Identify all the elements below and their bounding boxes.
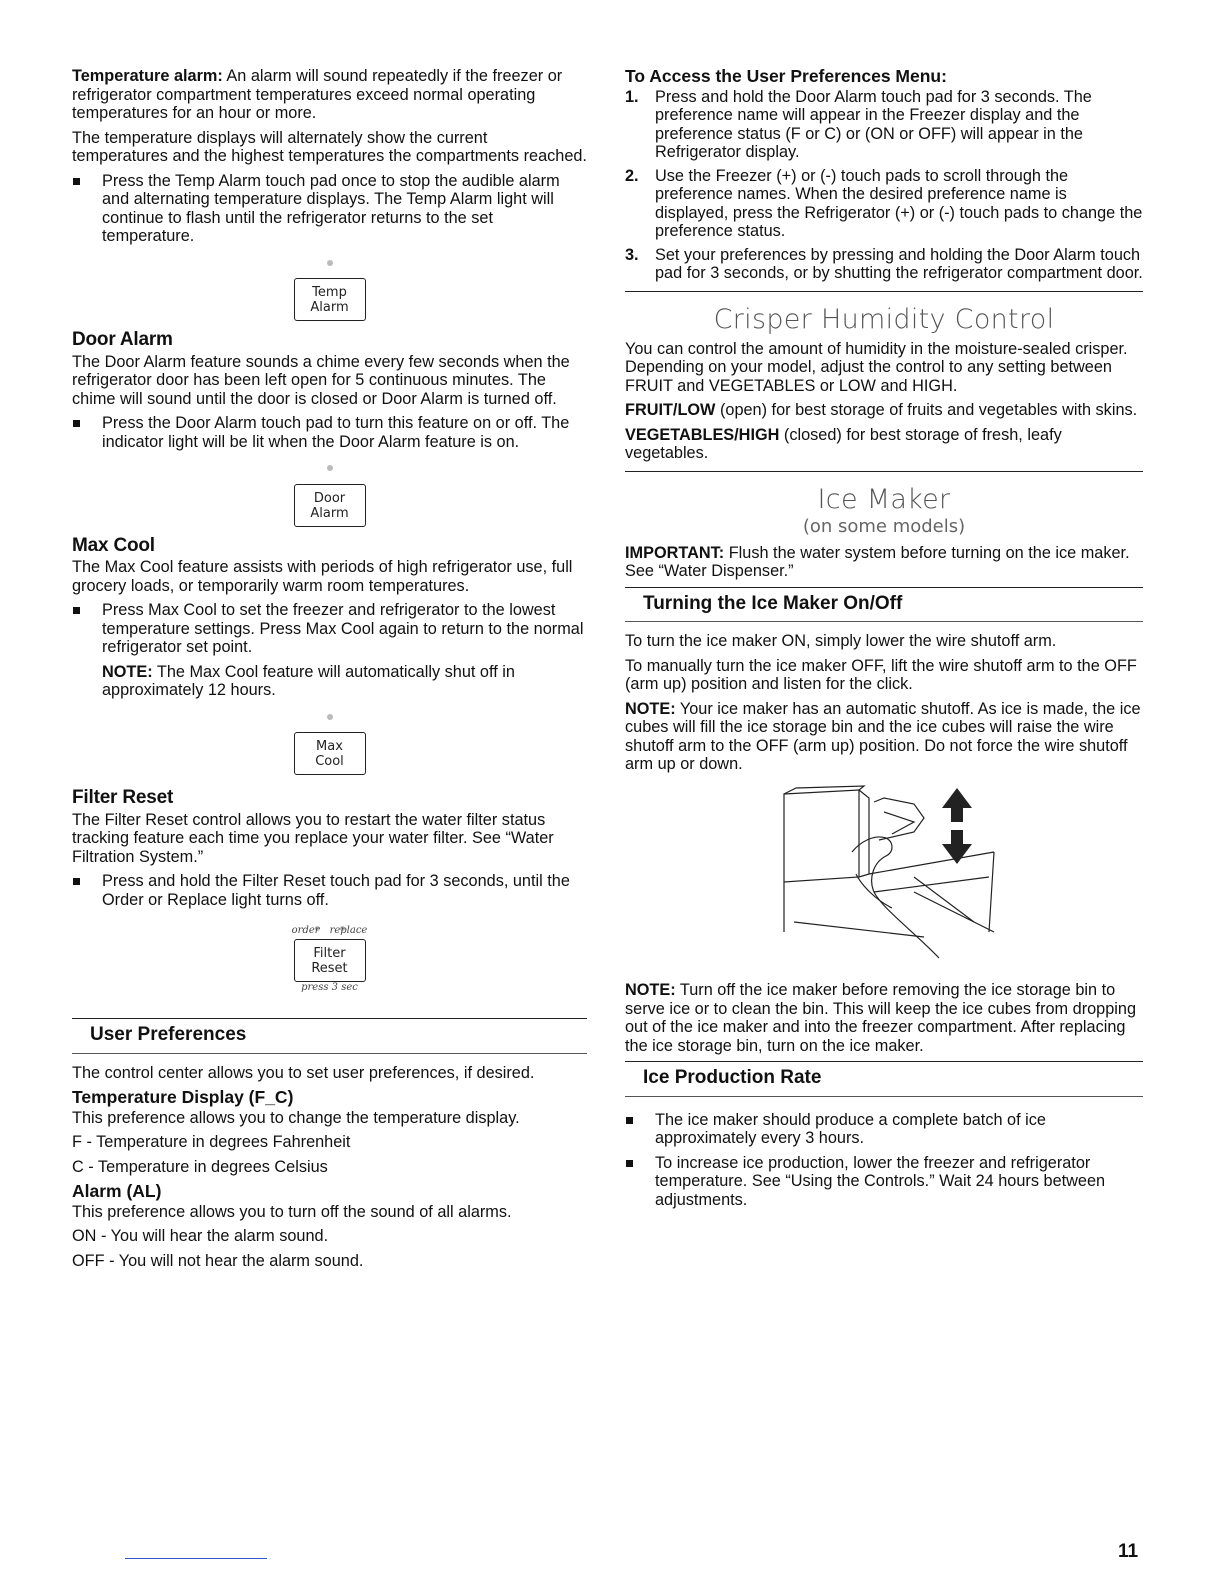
max-cool-touch-pad: Max Cool [294,732,366,775]
temp-alarm-para2: The temperature displays will alternately show the current temperatures and the highest temperatures the compartments reached. [72,128,587,165]
ice-note-1: NOTE: Your ice maker has an automatic shutoff. As ice is made, the ice cubes will fill the ice storage bin and the ice cubes will raise the wire shutoff arm to the OFF (arm up) position. Do not force the wire shutoff arm up or down. [625,699,1141,773]
arrow-down-icon [942,830,972,864]
max-cool-heading: Max Cool [72,534,155,556]
ice-note-2: NOTE: Turn off the ice maker before removing the ice storage bin to serve ice or to clean the bin. This will keep the ice cubes from dropping out of the ice maker and into the freezer compartment. After replacing the ice storage bin, turn on the ice maker. [625,981,1137,1055]
max-cool-pad-figure [72,706,587,776]
door-alarm-bullet: Press the Door Alarm touch pad to turn this feature on or off. The indicator light will be lit when the Door Alarm feature is on. [72,414,587,451]
arrow-up-icon [942,788,972,822]
ice-maker-arm-figure [764,782,1004,967]
temp-alarm-touch-pad: Temp Alarm [294,278,366,321]
indicator-light-icon [327,714,333,720]
temp-alarm-list [72,172,587,246]
press-3-sec-label: press 3 sec [301,982,358,993]
veg-high-line: VEGETABLES/HIGH (closed) for best storage of fresh, leafy vegetables. [625,425,1062,462]
door-alarm-touch-pad: Door Alarm [294,484,366,527]
page-number: 11 [1118,1541,1139,1562]
ice-maker-subtitle: (on some models) [802,515,966,537]
ice-maker-title: Ice Maker [817,483,951,515]
temp-alarm-label: Temperature alarm: [72,67,223,85]
door-alarm-list [72,414,587,451]
temp-alarm-bullet: Press the Temp Alarm touch pad once to stop the audible alarm and alternating temperature displays. The Temp Alarm light will continue to flash until the refrigerator returns to the set temperature. [72,172,587,246]
ice-maker-illustration [625,782,1143,972]
max-cool-bullet: Press Max Cool to set the freezer and refrigerator to the lowest temperature settings. Press Max Cool again to return to the normal refrigerator set point. [72,601,587,657]
max-cool-list [72,601,587,657]
door-alarm-heading: Door Alarm [72,329,173,350]
filter-reset-heading: Filter Reset [72,787,174,808]
bottom-rule [125,1558,267,1559]
alarm-pref-text: This preference allows you to turn off the sound of all alarms. [72,1202,512,1221]
ice-production-heading: Ice Production Rate [625,1061,1143,1097]
access-step: 3. Set your preferences by pressing and holding the Door Alarm touch pad for 3 seconds, or by shutting the refrigerator compartment door. [625,245,1143,282]
temp-alarm-text: An alarm will sound repeatedly if the freezer or refrigerator compartment temperatures exceed normal operating temperatures for an hour or more. [72,67,563,122]
alarm-on-line: ON - You will hear the alarm sound. [72,1227,329,1245]
user-prefs-text: The control center allows you to set user preferences, if desired. [72,1063,535,1082]
important-line: IMPORTANT: Flush the water system before turning on the ice maker. See “Water Dispenser.” [625,543,1130,580]
fahrenheit-line: F - Temperature in degrees Fahrenheit [72,1133,351,1151]
filter-reset-pad-figure [72,917,587,994]
indicator-light-icon [327,260,333,266]
fruit-low-line: FRUIT/LOW (open) for best storage of fruits and vegetables with skins. [625,401,1138,419]
filter-reset-text: The Filter Reset control allows you to restart the water filter status tracking feature each time you replace your water filter. See “Water Filtration System.” [72,810,554,866]
divider [625,471,1143,472]
alarm-off-line: OFF - You will not hear the alarm sound. [72,1251,364,1270]
temp-alarm-pad-figure [72,252,587,322]
alarm-pref-heading: Alarm (AL) [72,1181,162,1201]
ice-rate-bullet: The ice maker should produce a complete batch of ice approximately every 3 hours. [625,1111,1143,1148]
crisper-text: You can control the amount of humidity in the moisture-sealed crisper. Depending on your model, adjust the control to any setting between FRUIT and VEGETABLES or LOW and HIGH. [625,339,1128,395]
door-alarm-pad-figure [72,457,587,527]
ice-off-text: To manually turn the ice maker OFF, lift the wire shutoff arm to the OFF (arm up) position and listen for the click. [625,656,1137,693]
left-column [72,67,587,1276]
access-step: 2. Use the Freezer (+) or (-) touch pads to scroll through the preference names. When the desired preference name is displayed, press the Refrigerator (+) or (-) touch pads to change the preference status. [625,166,1143,240]
user-preferences-heading: User Preferences [72,1018,587,1054]
crisper-title: Crisper Humidity Control [713,303,1055,335]
filter-light-labels: order replace [291,925,368,936]
max-cool-text: The Max Cool feature assists with periods of high refrigerator use, full grocery loads, or temporarily warm room temperatures. [72,558,573,595]
ice-rate-list [625,1111,1143,1210]
access-menu-steps [625,88,1143,283]
celsius-line: C - Temperature in degrees Celsius [72,1157,328,1176]
temp-display-heading: Temperature Display (F_C) [72,1087,294,1107]
max-cool-note: NOTE: The Max Cool feature will automatically shut off in approximately 12 hours. [102,662,515,699]
ice-rate-bullet: To increase ice production, lower the freezer and refrigerator temperature. See “Using the Controls.” Wait 24 hours between adjustments. [625,1154,1143,1210]
filter-reset-touch-pad: Filter Reset [294,939,366,982]
filter-reset-bullet: Press and hold the Filter Reset touch pad for 3 seconds, until the Order or Replace light turns off. [72,872,587,909]
access-menu-heading: To Access the User Preferences Menu: [625,66,947,86]
temp-display-text: This preference allows you to change the temperature display. [72,1108,520,1127]
filter-reset-list [72,872,587,909]
ice-maker-onoff-heading: Turning the Ice Maker On/Off [625,587,1143,623]
ice-on-text: To turn the ice maker ON, simply lower the wire shutoff arm. [625,632,1057,650]
right-column [625,67,1143,1215]
access-step: 1. Press and hold the Door Alarm touch pad for 3 seconds. The preference name will appear in the Freezer display and the preference status (F or C) or (ON or OFF) will appear in the Refrigerator display. [625,87,1092,161]
temp-alarm-paragraph [72,67,587,123]
door-alarm-text: The Door Alarm feature sounds a chime every few seconds when the refrigerator door has been left open for 5 continuous minutes. The chime will sound until the door is closed or Door Alarm is turned off. [72,352,570,408]
indicator-light-icon [327,465,333,471]
divider [625,291,1143,292]
